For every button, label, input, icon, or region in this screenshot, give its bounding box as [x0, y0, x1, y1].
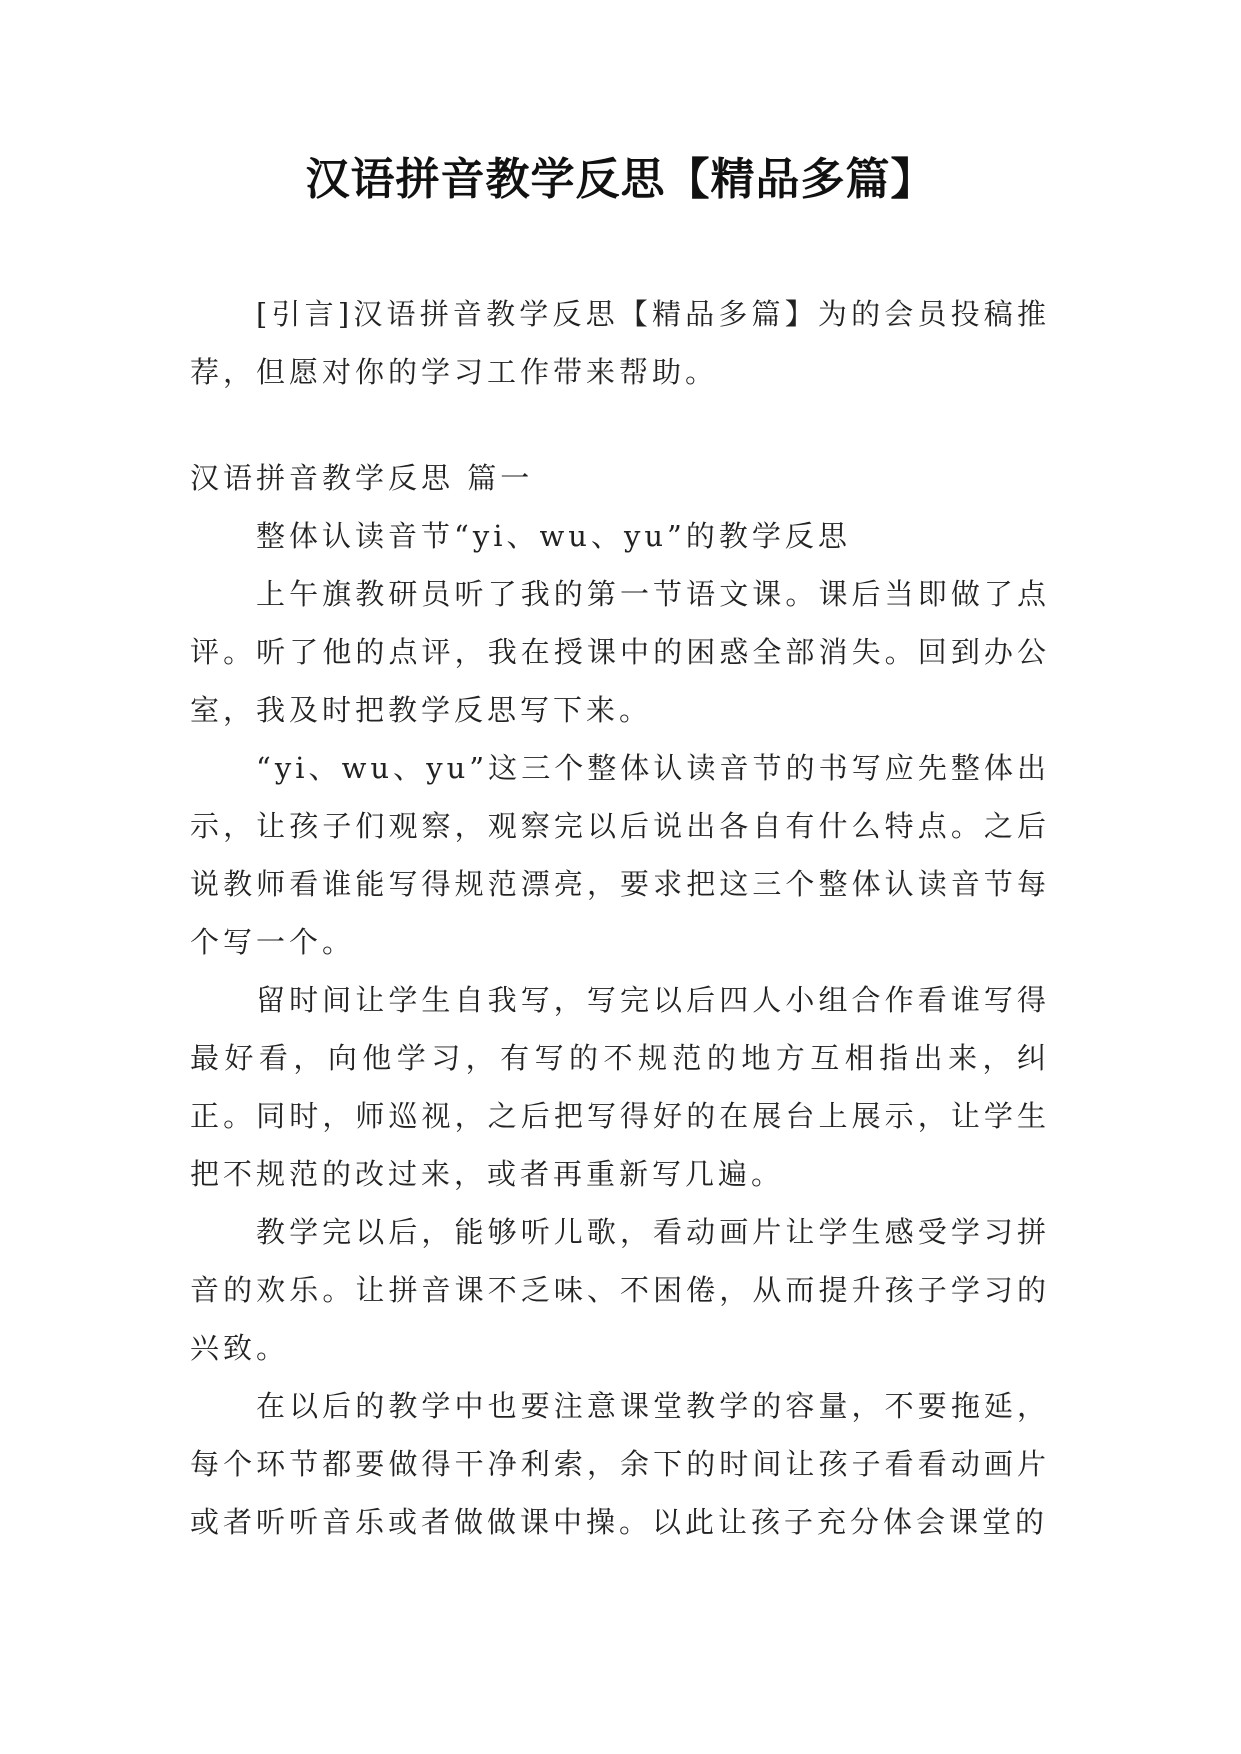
body-paragraph: 在以后的教学中也要注意课堂教学的容量，不要拖延，每个环节都要做得干净利索，余下的时间让孩子看看动画片或者听听音乐或者做做课中操。以此让孩子充分体会课堂的: [190, 1389, 1050, 1539]
body-paragraph: 留时间让学生自我写，写完以后四人小组合作看谁写得最好看，向他学习，有写的不规范的地方互相指出来，纠正。同时，师巡视，之后把写得好的在展台上展示，让学生把不规范的改过来，或者再重新写几遍。: [190, 983, 1050, 1191]
body-paragraph: 教学完以后，能够听儿歌，看动画片让学生感受学习拼音的欢乐。让拼音课不乏味、不困倦，从而提升孩子学习的兴致。: [190, 1215, 1050, 1365]
body-paragraph: 上午旗教研员听了我的第一节语文课。课后当即做了点评。听了他的点评，我在授课中的困惑全部消失。回到办公室，我及时把教学反思写下来。: [190, 577, 1050, 727]
document-title: 汉语拼音教学反思【精品多篇】: [305, 154, 936, 205]
section-subtitle: 整体认读音节“yi、wu、yu”的教学反思: [256, 519, 851, 553]
section-heading: 汉语拼音教学反思 篇一: [190, 461, 534, 495]
intro-paragraph: [引言]汉语拼音教学反思【精品多篇】为的会员投稿推荐，但愿对你的学习工作带来帮助。: [190, 297, 1050, 389]
document-body: [190, 285, 1050, 1551]
body-paragraph: “yi、wu、yu”这三个整体认读音节的书写应先整体出示，让孩子们观察，观察完以后说出各自有什么特点。之后说教师看谁能写得规范漂亮，要求把这三个整体认读音节每个写一个。: [190, 751, 1050, 959]
